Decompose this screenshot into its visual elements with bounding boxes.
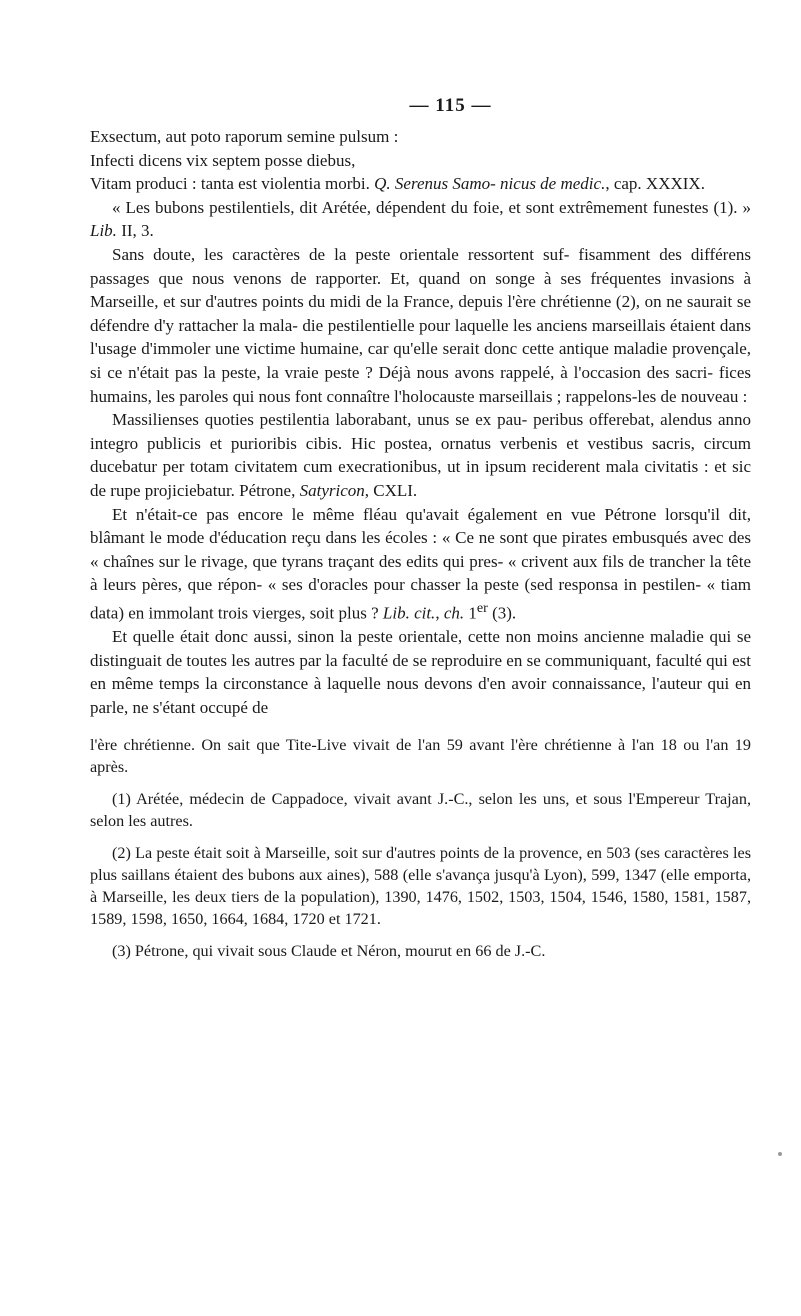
main-text	[90, 125, 751, 720]
paragraph: Sans doute, les caractères de la peste orientale ressortent suf- fisamment des différens passages que nous venons de rapporter. Et, quand on songe à ses fréquentes invasions à Marseille, et sur d'autres points du midi de la France, depuis l'ère chrétienne (2), on ne saurait se défendre d'y rattacher la mala- die pestilentielle pour laquelle les anciens marseillais étaient dans l'usage d'immoler une victime humaine, car qu'elle serait donc cette antique maladie provençale, si ce n'était pas la peste, la vraie peste ? Déjà nous avons rappelé, à l'occasion des sacri- fices humains, les paroles qui nous font connaître l'holocauste marseillais ; rappelons-les de nouveau :	[90, 244, 751, 406]
footnote-continuation: l'ère chrétienne. On sait que Tite-Live vivait de l'an 59 avant l'ère chrétienne à l'an 18 ou l'an 19 après.	[90, 735, 751, 776]
footnotes	[90, 734, 751, 962]
footnote-3: (3) Pétrone, qui vivait sous Claude et Néron, mourut en 66 de J.-C.	[112, 941, 546, 960]
speck	[778, 1152, 782, 1156]
page-number: — 115 —	[409, 95, 492, 116]
paragraph: Massilienses quoties pestilentia laborabant, unus se ex pau- peribus offerebat, alendus anno integro publicis et purioribis cibis. Hic postea, ornatus verbenis et vestibus sacris, circum ducebatur per totam civitatem cum execrationibus, ut in ipsum reciderent mala civitatis : et sic de rupe projiciebatur. Pétrone, Satyricon, CXLI.	[90, 410, 751, 500]
footnote-1: (1) Arétée, médecin de Cappadoce, vivait avant J.-C., selon les uns, et sous l'Empereur Trajan, selon les autres.	[90, 789, 751, 830]
footnote-2: (2) La peste était soit à Marseille, soit sur d'autres points de la provence, en 503 (ses caractères les plus saillans étaient des bubons aux aines), 588 (elle s'avança jusqu'à Lyon), 599, 1347 (elle emporta, à Marseille, les deux tiers de la population), 1390, 1476, 1502, 1503, 1504, 1546, 1580, 1581, 1587, 1589, 1598, 1650, 1664, 1684, 1720 et 1721.	[90, 843, 751, 928]
paragraph: Et quelle était donc aussi, sinon la peste orientale, cette non moins ancienne maladie qui se distinguait de toutes les autres par la faculté de se reproduire en se communiquant, faculté qui est en même temps la circonstance à laquelle nous devons d'en avoir connaissance, l'auteur qui en parle, ne s'étant occupé de	[90, 627, 751, 717]
paragraph: « Les bubons pestilentiels, dit Arétée, dépendent du foie, et sont extrêmement funestes (1). » Lib. II, 3.	[90, 197, 751, 241]
paragraph: Exsectum, aut poto raporum semine pulsum : Infecti dicens vix septem posse diebus, Vitam produci : tanta est violentia morbi. Q. Serenus Samo- nicus de medic., cap. XXXIX.	[90, 127, 705, 194]
paragraph: Et n'était-ce pas encore le même fléau qu'avait également en vue Pétrone lorsqu'il dit, blâmant le mode d'éducation reçu dans les écoles : « Ce ne sont que pirates embusqués avec des « chaînes sur le rivage, que tyrans traçant des edits qui pres- « crivent aux fils de trancher la tête à leurs pères, que répon- « ses d'oracles pour chasser la peste (sed responsa in pestilen- « tiam data) en immolant trois vierges, soit plus ? Lib. cit., ch. 1er (3).	[90, 504, 751, 623]
